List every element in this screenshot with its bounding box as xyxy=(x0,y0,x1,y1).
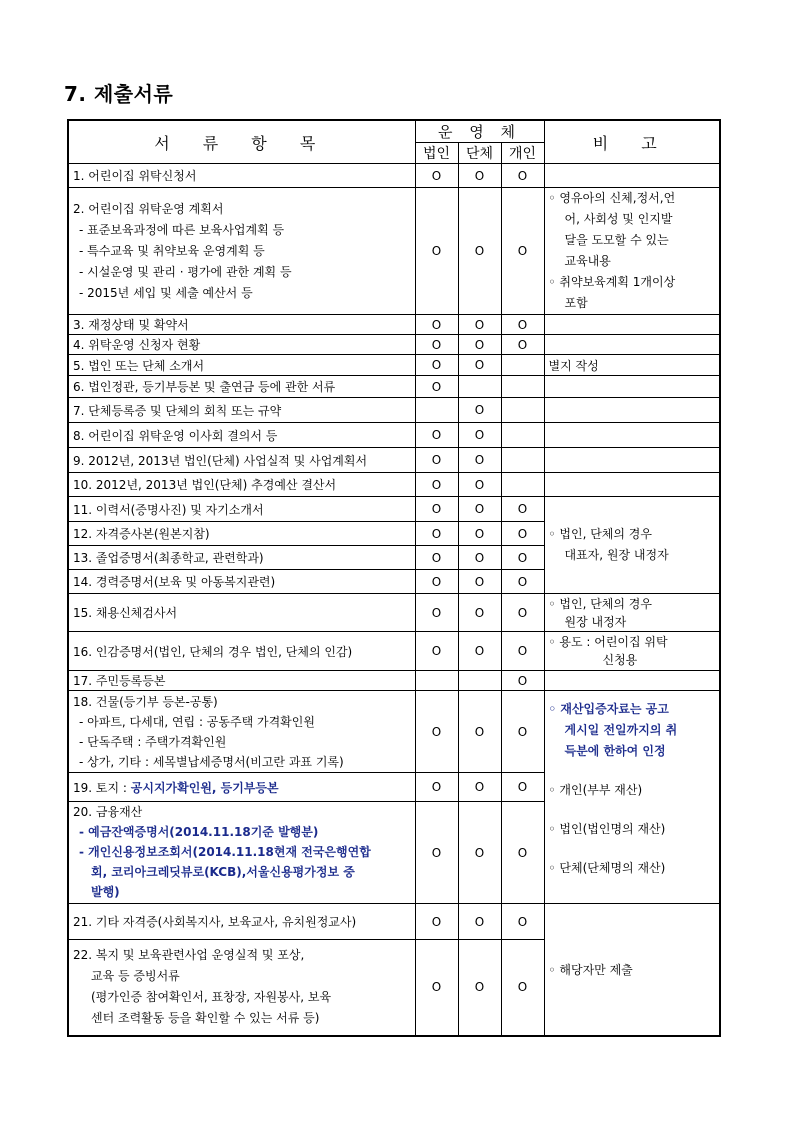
remarks-cell xyxy=(544,315,720,335)
mark-individual xyxy=(501,473,544,497)
item-label: 16. 인감증명서(법인, 단체의 경우 법인, 단체의 인감) xyxy=(68,632,415,671)
item-label: 9. 2012년, 2013년 법인(단체) 사업실적 및 사업계획서 xyxy=(68,448,415,473)
remarks-cell: ◦ 해당자만 제출 xyxy=(544,904,720,1036)
mark-corporation xyxy=(415,398,458,423)
mark-organization: O xyxy=(458,691,501,773)
submission-documents-table xyxy=(67,119,721,1037)
table-row xyxy=(68,423,720,448)
mark-corporation: O xyxy=(415,315,458,335)
mark-individual: O xyxy=(501,164,544,188)
table-row xyxy=(68,448,720,473)
mark-corporation: O xyxy=(415,448,458,473)
remarks-cell: ◦ 재산입증자료는 공고 게시일 전일까지의 취 득분에 한하여 인정 ◦ 개인(부부 재산) ◦ 법인(법인명의 재산) ◦ 단체(단체명의 재산) xyxy=(544,691,720,904)
mark-individual: O xyxy=(501,522,544,546)
mark-individual: O xyxy=(501,773,544,802)
item-label: 22. 복지 및 보육관련사업 운영실적 및 포상, 교육 등 증빙서류 (평가인증 참여확인서, 표창장, 자원봉사, 보육 센터 조력활동 등을 확인할 수 있는 서류 등) xyxy=(68,940,415,1036)
table-row xyxy=(68,594,720,632)
mark-individual: O xyxy=(501,315,544,335)
mark-corporation: O xyxy=(415,802,458,904)
table-row xyxy=(68,315,720,335)
remarks-cell xyxy=(544,671,720,691)
mark-individual: O xyxy=(501,188,544,315)
remarks-cell: ◦ 법인, 단체의 경우 원장 내정자 xyxy=(544,594,720,632)
mark-corporation: O xyxy=(415,904,458,940)
header-items: 서 류 항 목 xyxy=(68,120,415,164)
mark-organization: O xyxy=(458,473,501,497)
remarks-cell: ◦ 영유아의 신체,정서,언 어, 사회성 및 인지발 달을 도모할 수 있는 교육내용 ◦ 취약보육계획 1개이상 포함 xyxy=(544,188,720,315)
page-title: 7. 제출서류 xyxy=(64,82,174,106)
mark-individual: O xyxy=(501,940,544,1036)
remarks-cell xyxy=(544,335,720,355)
remarks-cell xyxy=(544,398,720,423)
table-header-row xyxy=(68,120,720,143)
mark-organization: O xyxy=(458,632,501,671)
item-label: 8. 어린이집 위탁운영 이사회 결의서 등 xyxy=(68,423,415,448)
mark-individual xyxy=(501,448,544,473)
mark-organization: O xyxy=(458,497,501,522)
item-label: 3. 재정상태 및 확약서 xyxy=(68,315,415,335)
mark-corporation: O xyxy=(415,940,458,1036)
mark-individual xyxy=(501,398,544,423)
mark-corporation xyxy=(415,671,458,691)
mark-individual xyxy=(501,355,544,376)
item-label: 1. 어린이집 위탁신청서 xyxy=(68,164,415,188)
item-label: 2. 어린이집 위탁운영 계획서 - 표준보육과정에 따른 보육사업계획 등 - 특수교육 및 취약보육 운영계획 등 - 시설운영 및 관리 · 평가에 관한 계획 등 - 2015년 세입 및 세출 예산서 등 xyxy=(68,188,415,315)
mark-corporation: O xyxy=(415,473,458,497)
item-label: 6. 법인정관, 등기부등본 및 출연금 등에 관한 서류 xyxy=(68,376,415,398)
table-row xyxy=(68,376,720,398)
item-label: 4. 위탁운영 신청자 현황 xyxy=(68,335,415,355)
mark-organization: O xyxy=(458,335,501,355)
mark-corporation: O xyxy=(415,164,458,188)
mark-organization: O xyxy=(458,773,501,802)
item-label: 20. 금융재산 - 예금잔액증명서(2014.11.18기준 발행분) - 개인신용정보조회서(2014.11.18현재 전국은행연합 회, 코리아크레딧뷰로(KCB),서울신용평가정보 중 발행) xyxy=(68,802,415,904)
header-individual: 개인 xyxy=(501,143,544,164)
remarks-cell: 별지 작성 xyxy=(544,355,720,376)
table-row xyxy=(68,335,720,355)
table-row xyxy=(68,632,720,671)
item-label: 5. 법인 또는 단체 소개서 xyxy=(68,355,415,376)
table-row xyxy=(68,398,720,423)
remarks-cell xyxy=(544,164,720,188)
header-operator-group: 운 영 체 xyxy=(415,120,544,143)
table-row xyxy=(68,473,720,497)
mark-individual: O xyxy=(501,671,544,691)
mark-individual xyxy=(501,423,544,448)
mark-organization: O xyxy=(458,594,501,632)
remarks-cell: ◦ 법인, 단체의 경우 대표자, 원장 내정자 xyxy=(544,497,720,594)
mark-individual: O xyxy=(501,570,544,594)
mark-organization: O xyxy=(458,570,501,594)
mark-organization xyxy=(458,376,501,398)
mark-organization: O xyxy=(458,355,501,376)
item-label: 12. 자격증사본(원본지참) xyxy=(68,522,415,546)
mark-individual: O xyxy=(501,904,544,940)
mark-organization: O xyxy=(458,188,501,315)
item-label: 18. 건물(등기부 등본-공통) - 아파트, 다세대, 연립 : 공동주택 가격확인원 - 단독주택 : 주택가격확인원 - 상가, 기타 : 세목별납세증명서(비고란 과표 기록) xyxy=(68,691,415,773)
header-remarks: 비 고 xyxy=(544,120,720,164)
table-row xyxy=(68,671,720,691)
mark-organization: O xyxy=(458,448,501,473)
mark-individual xyxy=(501,376,544,398)
mark-individual: O xyxy=(501,632,544,671)
mark-organization xyxy=(458,671,501,691)
mark-corporation: O xyxy=(415,570,458,594)
mark-organization: O xyxy=(458,940,501,1036)
mark-corporation: O xyxy=(415,497,458,522)
item-label: 14. 경력증명서(보육 및 아동복지관련) xyxy=(68,570,415,594)
mark-corporation: O xyxy=(415,522,458,546)
table-row xyxy=(68,497,720,522)
mark-corporation: O xyxy=(415,691,458,773)
mark-organization: O xyxy=(458,546,501,570)
mark-individual: O xyxy=(501,546,544,570)
mark-organization: O xyxy=(458,904,501,940)
mark-individual: O xyxy=(501,594,544,632)
table-row xyxy=(68,355,720,376)
mark-corporation: O xyxy=(415,376,458,398)
header-organization: 단체 xyxy=(458,143,501,164)
mark-organization: O xyxy=(458,315,501,335)
remarks-cell xyxy=(544,448,720,473)
mark-individual: O xyxy=(501,802,544,904)
table-row xyxy=(68,188,720,315)
remarks-cell xyxy=(544,423,720,448)
mark-organization: O xyxy=(458,423,501,448)
table-row xyxy=(68,691,720,773)
remarks-cell xyxy=(544,473,720,497)
mark-corporation: O xyxy=(415,632,458,671)
mark-corporation: O xyxy=(415,546,458,570)
item-label: 19. 토지 : 공시지가확인원, 등기부등본 xyxy=(68,773,415,802)
item-label: 11. 이력서(증명사진) 및 자기소개서 xyxy=(68,497,415,522)
item-label: 21. 기타 자격증(사회복지사, 보육교사, 유치원정교사) xyxy=(68,904,415,940)
item-label: 7. 단체등록증 및 단체의 회칙 또는 규약 xyxy=(68,398,415,423)
mark-corporation: O xyxy=(415,188,458,315)
mark-organization: O xyxy=(458,522,501,546)
remarks-cell xyxy=(544,376,720,398)
mark-corporation: O xyxy=(415,335,458,355)
item-label: 13. 졸업증명서(최종학교, 관련학과) xyxy=(68,546,415,570)
mark-corporation: O xyxy=(415,355,458,376)
table-row xyxy=(68,904,720,940)
mark-organization: O xyxy=(458,802,501,904)
mark-corporation: O xyxy=(415,773,458,802)
item-label: 17. 주민등록등본 xyxy=(68,671,415,691)
mark-individual: O xyxy=(501,691,544,773)
mark-organization: O xyxy=(458,398,501,423)
mark-organization: O xyxy=(458,164,501,188)
mark-corporation: O xyxy=(415,594,458,632)
table-row xyxy=(68,164,720,188)
mark-individual: O xyxy=(501,335,544,355)
header-corporation: 법인 xyxy=(415,143,458,164)
item-label: 15. 채용신체검사서 xyxy=(68,594,415,632)
mark-corporation: O xyxy=(415,423,458,448)
remarks-cell: ◦ 용도 : 어린이집 위탁 신청용 xyxy=(544,632,720,671)
mark-individual: O xyxy=(501,497,544,522)
item-label: 10. 2012년, 2013년 법인(단체) 추경예산 결산서 xyxy=(68,473,415,497)
